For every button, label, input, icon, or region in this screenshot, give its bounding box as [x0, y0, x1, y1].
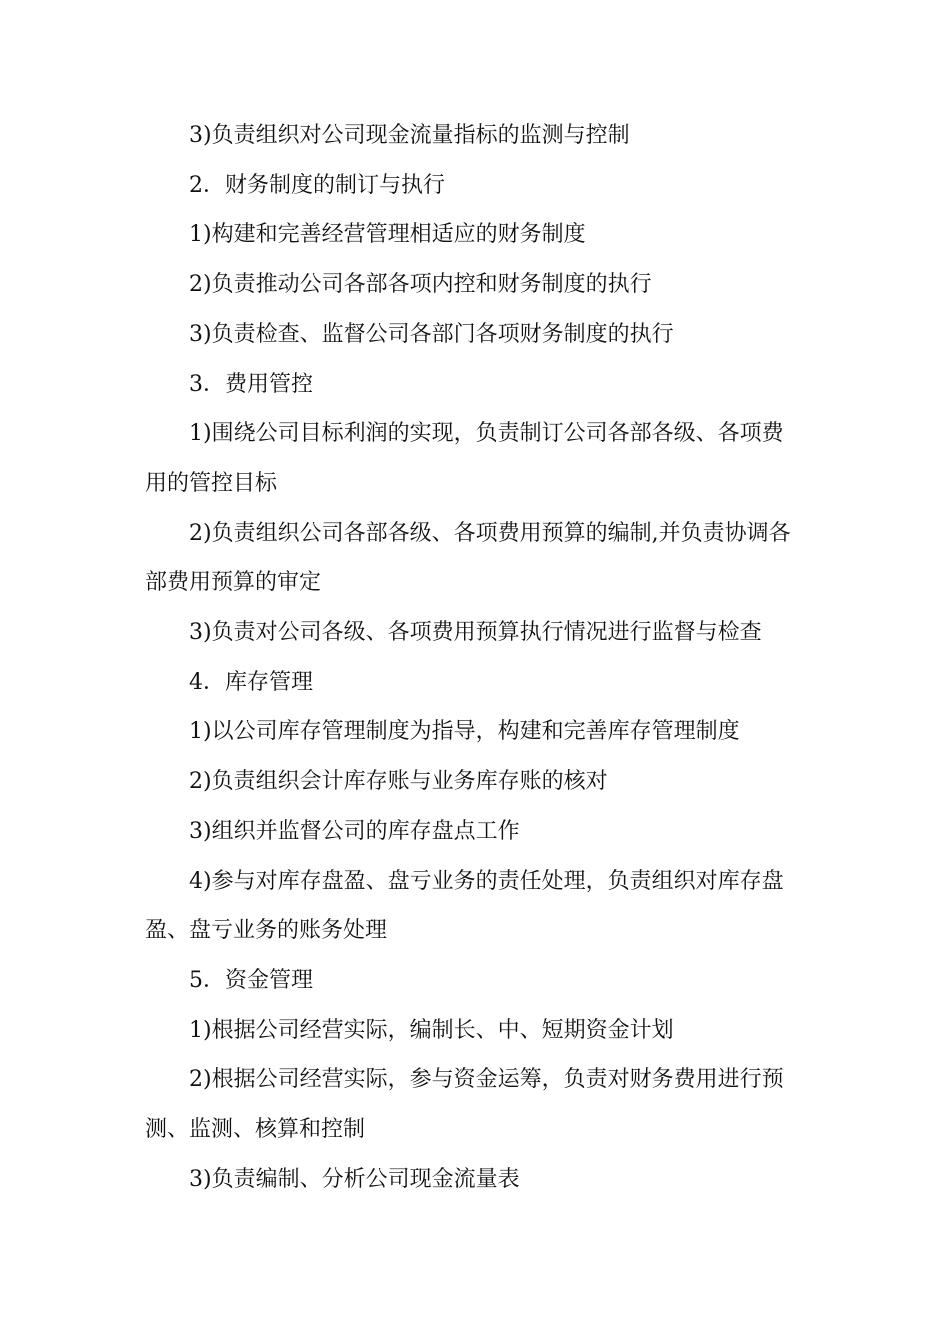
paragraph-expense-budget: 2)负责组织公司各部各级、各项费用预算的编制,并负责协调各部费用预算的审定	[145, 520, 791, 596]
paragraph-promote-internal-control: 2)负责推动公司各部各项内控和财务制度的执行	[189, 272, 652, 298]
paragraph-inventory-count: 3)组织并监督公司的库存盘点工作	[189, 818, 520, 844]
paragraph-funds-plan: 1)根据公司经营实际，编制长、中、短期资金计划	[189, 1017, 674, 1043]
paragraph-inspect-supervise: 3)负责检查、监督公司各部门各项财务制度的执行	[189, 321, 674, 347]
paragraph-expense-targets: 1)围绕公司目标利润的实现，负责制订公司各部各级、各项费用的管控目标	[145, 421, 784, 496]
paragraph-cash-flow-statement: 3)负责编制、分析公司现金流量表	[189, 1166, 520, 1192]
paragraph-budget-supervision: 3)负责对公司各级、各项费用预算执行情况进行监督与检查	[189, 620, 762, 646]
section-heading-funds: 5．资金管理	[189, 967, 313, 993]
paragraph-funds-forecast: 2)根据公司经营实际，参与资金运筹，负责对财务费用进行预测、监测、核算和控制	[145, 1067, 784, 1143]
paragraph-build-financial-system: 1)构建和完善经营管理相适应的财务制度	[189, 222, 586, 248]
section-heading-expense-control: 3．费用管控	[189, 371, 313, 397]
paragraph-inventory-reconcile: 2)负责组织会计库存账与业务库存账的核对	[189, 769, 608, 795]
paragraph-cash-flow-monitoring: 3)负责组织对公司现金流量指标的监测与控制	[189, 123, 630, 148]
section-heading-inventory: 4．库存管理	[189, 669, 313, 695]
paragraph-inventory-surplus-loss: 4)参与对库存盘盈、盘亏业务的责任处理，负责组织对库存盘盈、盘亏业务的账务处理	[145, 868, 784, 944]
paragraph-inventory-system: 1)以公司库存管理制度为指导，构建和完善库存管理制度	[189, 719, 740, 745]
section-heading-financial-system: 2．财务制度的制订与执行	[189, 172, 445, 198]
document-body	[145, 111, 805, 1204]
